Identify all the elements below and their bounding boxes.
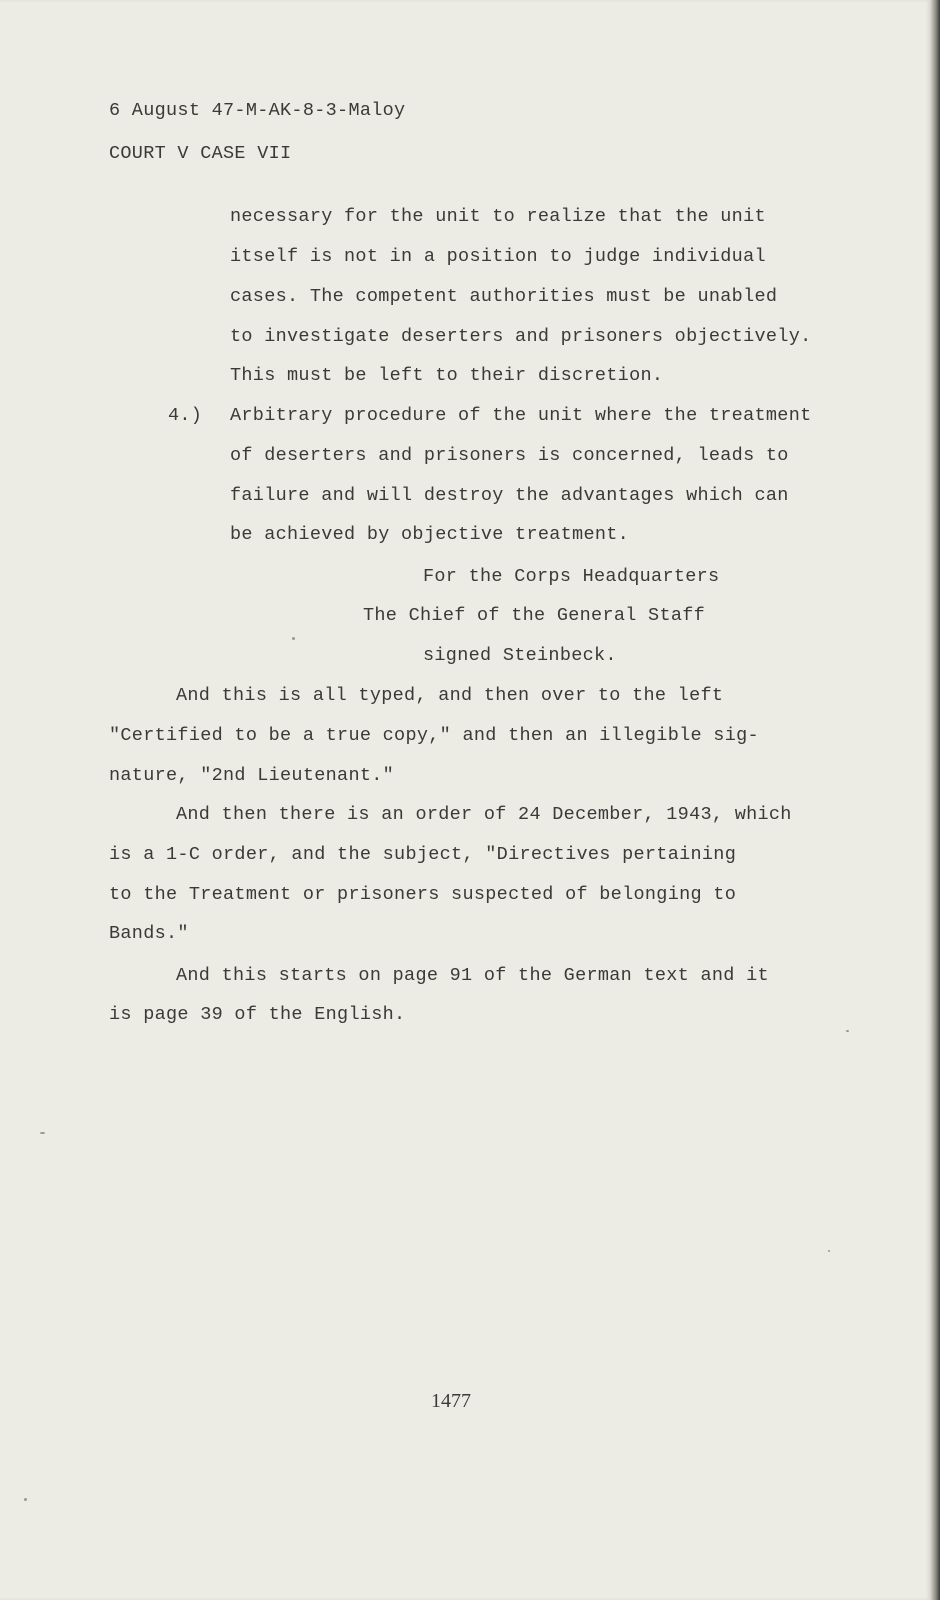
paragraph-line: necessary for the unit to realize that the unit (230, 206, 766, 227)
item-line: be achieved by objective treatment. (230, 524, 630, 545)
paper-speck (292, 637, 295, 640)
paragraph-line: is a 1-C order, and the subject, "Directives pertaining (109, 844, 737, 865)
item-line: of deserters and prisoners is concerned, leads to (230, 445, 789, 466)
paragraph-line: And then there is an order of 24 December, 1943, which (176, 804, 792, 825)
item-number: 4.) (168, 405, 203, 426)
paragraph-line: cases. The competent authorities must be unabled (230, 286, 778, 307)
paper-speck (40, 1132, 45, 1134)
header-court-case: COURT V CASE VII (109, 143, 292, 164)
page-edge-shadow (930, 0, 940, 1600)
paragraph-line: Bands." (109, 923, 189, 944)
paragraph-line: to investigate deserters and prisoners objectively. (230, 326, 812, 347)
item-line: Arbitrary procedure of the unit where the treatment (230, 405, 812, 426)
paragraph-line: nature, "2nd Lieutenant." (109, 765, 395, 786)
signature-block-line: For the Corps Headquarters (423, 566, 720, 587)
paragraph-line: itself is not in a position to judge individual (230, 246, 766, 267)
paper-speck (846, 1030, 849, 1032)
page-number: 1477 (431, 1390, 471, 1412)
paragraph-line: And this starts on page 91 of the German text and it (176, 965, 769, 986)
paragraph-line: to the Treatment or prisoners suspected of belonging to (109, 884, 737, 905)
item-line: failure and will destroy the advantages which can (230, 485, 789, 506)
paragraph-line: This must be left to their discretion. (230, 365, 664, 386)
signature-block-line: The Chief of the General Staff (363, 605, 706, 626)
paragraph-line: "Certified to be a true copy," and then an illegible sig- (109, 725, 759, 746)
paragraph-line: And this is all typed, and then over to the left (176, 685, 724, 706)
paper-speck (24, 1498, 27, 1501)
paragraph-line: is page 39 of the English. (109, 1004, 406, 1025)
header-date-reference: 6 August 47-M-AK-8-3-Maloy (109, 100, 406, 121)
paper-speck (828, 1250, 830, 1252)
signature-block-line: signed Steinbeck. (423, 645, 617, 666)
